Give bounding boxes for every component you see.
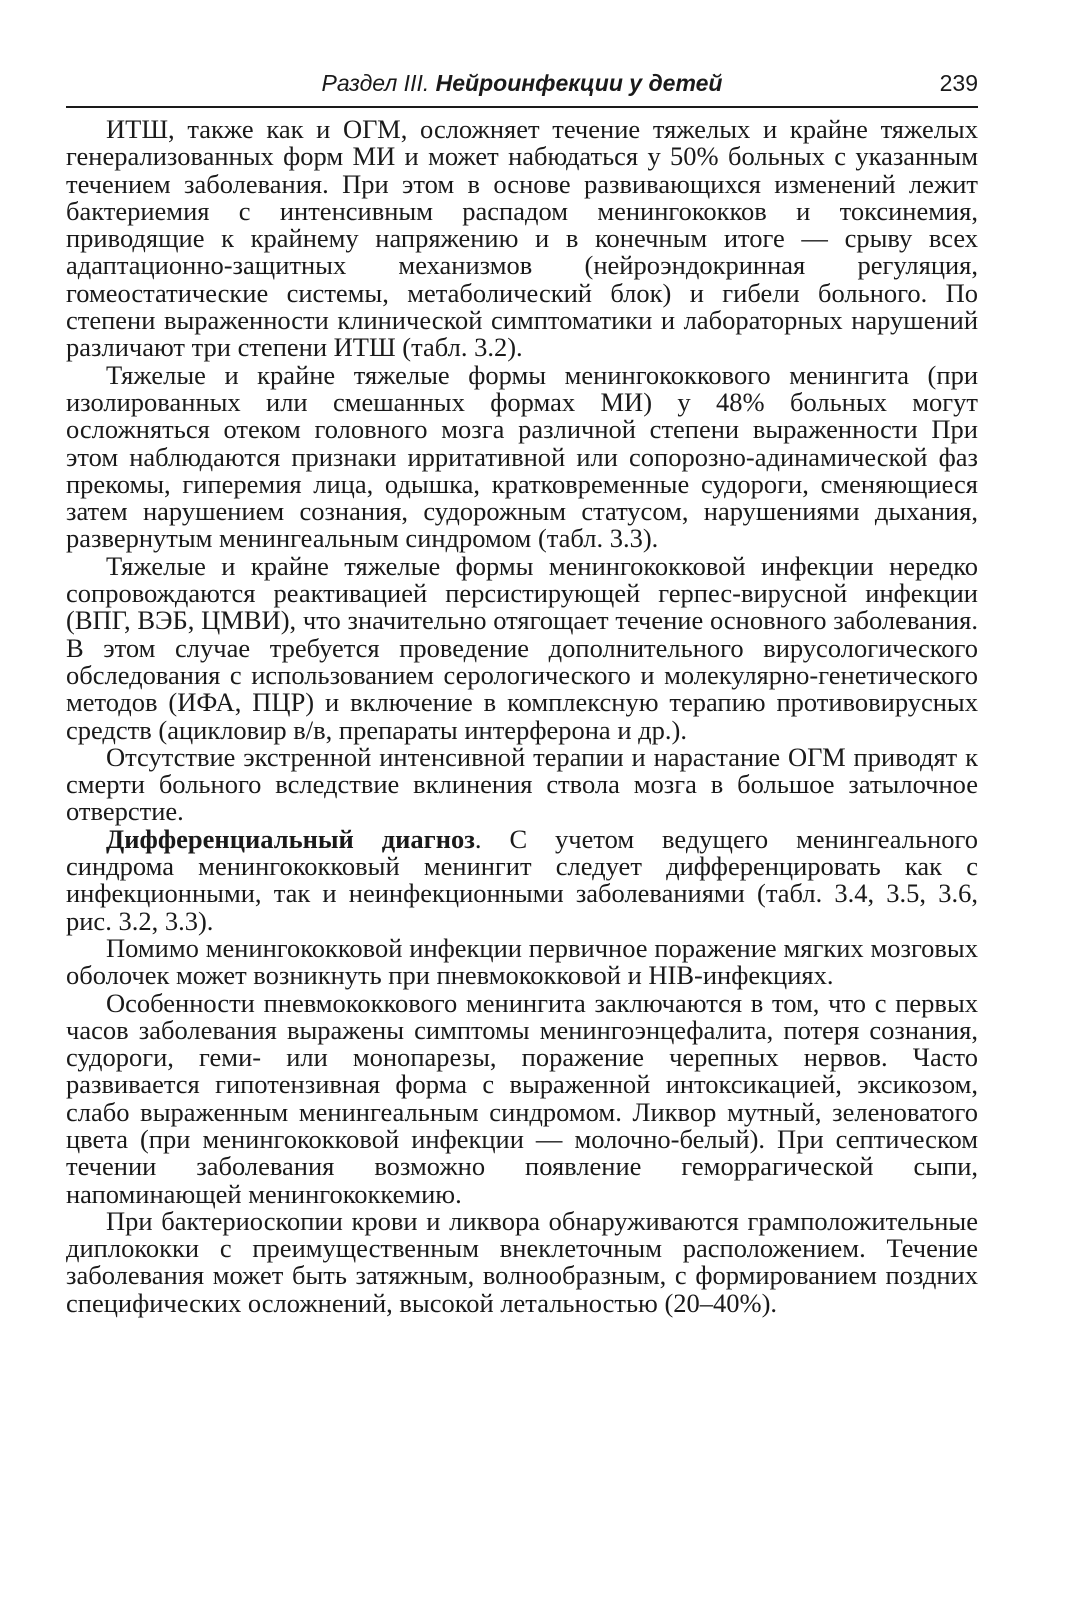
term-differential-diagnosis: Дифференциальный диагноз — [106, 823, 475, 854]
page-number: 239 — [939, 70, 978, 96]
book-page — [66, 64, 978, 1317]
paragraph-7: Особенности пневмококкового менингита заключаются в том, что с первых часов заболевания выражены симптомы менингоэнцефалита, потеря сознания, судороги, геми- или монопарезы, поражение черепных нервов. Часто развивается гипотензивная форма с выраженной интоксикацией, эксикозом, слабо выраженным менингеальным синдромом. Ликвор мутный, зеленоватого цвета (при менингококковой инфекции — молочно-белый). При септическом течении заболевания возможно появление геморрагической сыпи, напоминающей менингококкемию. — [66, 987, 978, 1209]
header-section: Раздел III. — [321, 70, 430, 96]
running-header — [66, 64, 978, 108]
paragraph-5: Дифференциальный диагноз. С учетом ведущего менингеального синдрома менингококковый менингит следует дифференцировать как с инфекционными, так и неинфекционными заболеваниями (табл. 3.4, 3.5, 3.6, рис. 3.2, 3.3). — [66, 823, 978, 936]
paragraph-2: Тяжелые и крайне тяжелые формы менингококкового менингита (при изолированных или смешанных формах МИ) у 48% больных могут осложняться отеком головного мозга различной степени выраженности При этом наблюдаются признаки ирритативной или сопорозно-адинамической фаз прекомы, гиперемия лица, одышка, кратковременные судороги, сменяющиеся затем нарушением сознания, судорожным статусом, нарушениями дыхания, развернутым менингеальным синдромом (табл. 3.3). — [66, 359, 978, 554]
paragraph-6: Помимо менингококковой инфекции первичное поражение мягких мозговых оболочек может возникнуть при пневмококковой и HIB-инфекциях. — [66, 932, 978, 991]
paragraph-3: Тяжелые и крайне тяжелые формы менингококковой инфекции нередко сопровождаются реактивацией персистирующей герпес-вирусной инфекции (ВПГ, ВЭБ, ЦМВИ), что значительно отягощает течение основного заболевания. В этом случае требуется проведение дополнительного вирусологического обследования с использованием серологического и молекулярно-генетического методов (ИФА, ПЦР) и включение в комплексную терапию противовирусных средств (ацикловир в/в, препараты интерферона и др.). — [66, 550, 978, 745]
paragraph-4: Отсутствие экстренной интенсивной терапии и нарастание ОГМ приводят к смерти больного вследствие вклинения ствола мозга в большое затылочное отверстие. — [66, 741, 978, 827]
paragraph-8: При бактериоскопии крови и ликвора обнаруживаются грамположительные диплококки с преимущественным внеклеточным расположением. Течение заболевания может быть затяжным, волнообразным, с формированием поздних специфических осложнений, высокой летальностью (20–40%). — [66, 1205, 978, 1318]
header-topic: Нейроинфекции у детей — [435, 70, 723, 96]
header-title — [66, 70, 978, 97]
body-text — [66, 116, 978, 1317]
paragraph-1: ИТШ, также как и ОГМ, осложняет течение тяжелых и крайне тяжелых генерализованных форм МИ и может набюдаться у 50% больных с указанным течением заболевания. При этом в основе развивающихся изменений лежит бактериемия с интенсивным распадом менингококков и токсинемия, приводящие к крайнему напряжению и в конечным итоге — срыву всех адаптационно-защитных механизмов (нейроэндокринная регуляция, гомеостатические системы, метаболический блок) и гибели больного. По степени выраженности клинической симптоматики и лабораторных нарушений различают три степени ИТШ (табл. 3.2). — [66, 114, 978, 363]
